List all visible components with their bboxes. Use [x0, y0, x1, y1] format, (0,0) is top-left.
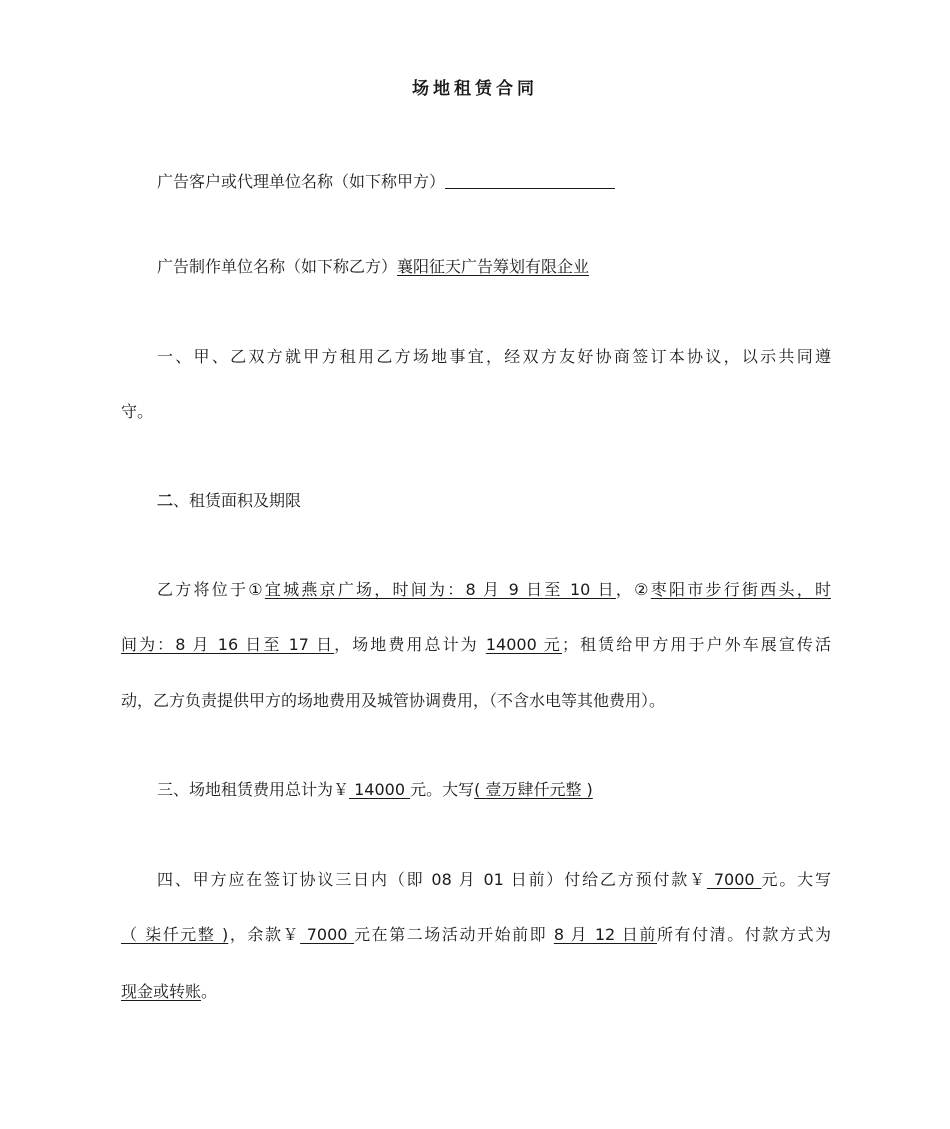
- clause1-line2: 守。: [121, 402, 154, 421]
- rent-total-amount: 14000: [349, 780, 411, 799]
- party-b-label: 广告制作单位名称（如下称乙方）: [157, 257, 398, 276]
- document-title: 场地租赁合同: [412, 79, 538, 99]
- payment-method: 现金或转账: [121, 982, 202, 1001]
- balance-due-date: 8 月 12 日前: [553, 925, 657, 944]
- clause4-line1: [157, 866, 831, 894]
- prepayment-amount: 7000: [706, 870, 762, 889]
- clause2-body-line3: 动，乙方负责提供甲方的场地费用及城管协调费用，（不含水电等其他费用）。: [121, 691, 666, 710]
- clause4-text: ，余款￥: [228, 925, 301, 944]
- clause4-line3: [121, 978, 831, 1006]
- clause3-text: 三、场地租赁费用总计为￥: [157, 780, 350, 799]
- clause2-heading-text: 、租赁面积及期限: [173, 491, 302, 510]
- venue-fee-total: 14000 元: [485, 635, 562, 654]
- prepayment-capital: （ 柒仟元整 ): [121, 925, 229, 944]
- party-a-label: 广告客户或代理单位名称（如下称甲方）: [157, 172, 446, 191]
- clause4-line2: [121, 921, 831, 949]
- balance-amount: 7000: [300, 925, 355, 944]
- clause4-text: 所有付清。付款方式为: [657, 925, 831, 944]
- clause3-text: 元。大写: [410, 780, 475, 799]
- party-b-value: 襄阳征天广告筹划有限企业: [397, 257, 590, 276]
- clause3-line: [157, 776, 831, 804]
- clause4-text: 元在第二场活动开始前即: [354, 925, 554, 944]
- rent-total-capital: ( 壹万肆仟元整 ): [474, 780, 593, 799]
- location-2-time: 间为：8 月 16 日至 17 日: [121, 635, 335, 654]
- clause2-number: 二: [157, 491, 174, 510]
- clause2-text: ；租赁给甲方用于户外车展宣传活: [562, 635, 831, 654]
- clause2-body-line1: [157, 576, 831, 604]
- clause2-text: ，场地费用总计为: [334, 635, 486, 654]
- party-a-line: [157, 168, 831, 196]
- clause1-line1: 一、甲、乙双方就甲方租用乙方场地事宜，经双方友好协商签订本协议，以示共同遵: [157, 347, 831, 366]
- party-b-line: [157, 253, 831, 281]
- clause4-text: 。: [201, 982, 218, 1001]
- clause2-body-line2: [121, 631, 831, 659]
- location-2: 枣阳市步行街西头，时: [650, 580, 831, 599]
- location-1: 宜城燕京广场，时间为：8 月 9 日至 10 日: [264, 580, 616, 599]
- clause4-text: 元。大写: [761, 870, 831, 889]
- clause4-text: 四、甲方应在签订协议三日内（即 08 月 01 日前）付给乙方预付款￥: [157, 870, 707, 889]
- clause2-text: ，②: [615, 580, 651, 599]
- party-a-blank: [445, 170, 615, 189]
- clause2-heading: [157, 487, 831, 515]
- clause2-text: 乙方将位于①: [157, 580, 265, 599]
